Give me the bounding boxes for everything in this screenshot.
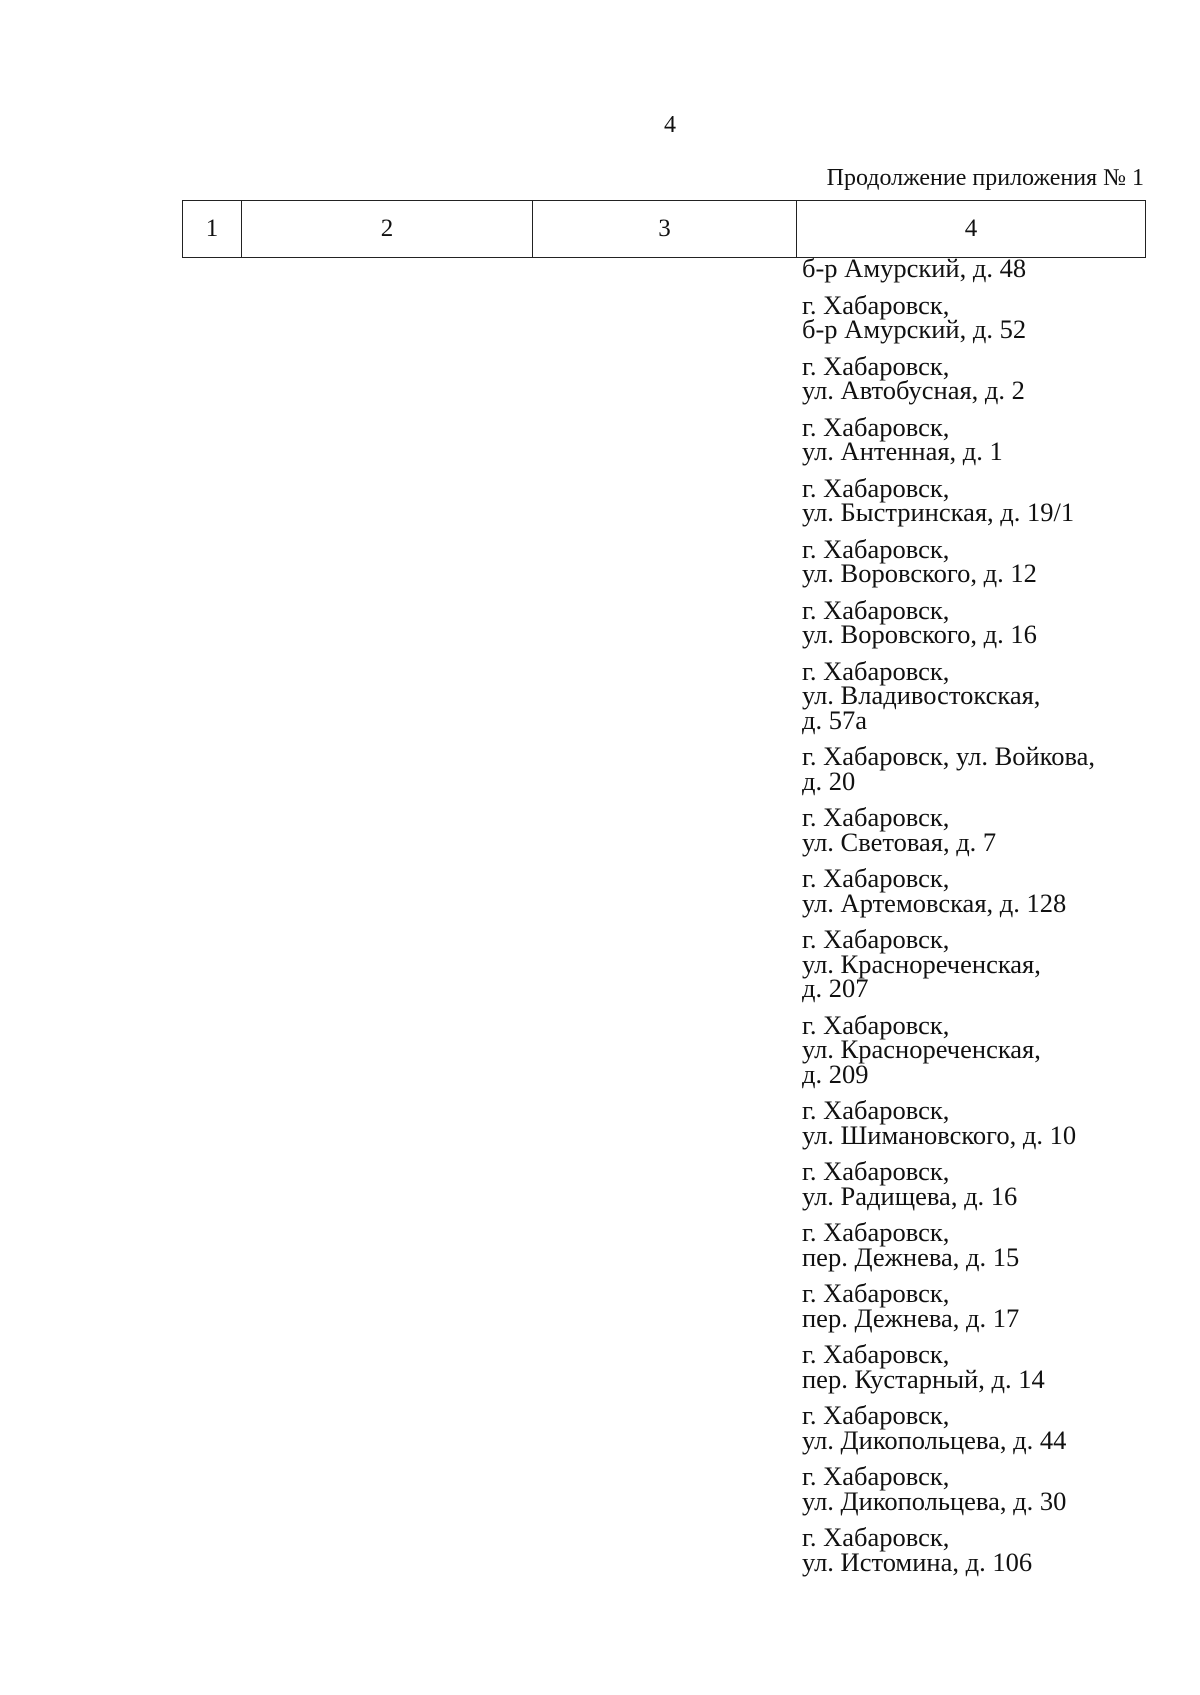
address-line: пер. Кустарный, д. 14 — [802, 1363, 1045, 1394]
address-item — [802, 1095, 1142, 1150]
address-line: ул. Быстринская, д. 19/1 — [802, 497, 1075, 527]
address-item — [802, 533, 1142, 588]
address-line: г. Хабаровск, — [802, 1461, 950, 1491]
address-line: д. 207 — [802, 973, 869, 1003]
address-line: пер. Дежнева, д. 17 — [802, 1302, 1020, 1333]
table-header-col-4: 4 — [964, 215, 978, 242]
address-line: г. Хабаровск, — [802, 1400, 950, 1430]
address-item — [802, 472, 1142, 527]
address-item — [802, 411, 1142, 466]
address-item — [802, 1461, 1142, 1516]
appendix-continuation-label: Продолжение приложения № 1 — [826, 165, 1144, 191]
address-line: д. 20 — [802, 765, 856, 796]
address-line: д. 209 — [802, 1058, 869, 1089]
address-item — [802, 1400, 1142, 1455]
address-line: г. Хабаровск, — [802, 1156, 950, 1186]
address-item — [802, 1009, 1142, 1089]
address-line: г. Хабаровск, — [802, 411, 950, 442]
address-line: ул. Воровского, д. 16 — [802, 619, 1037, 649]
address-line: г. Хабаровск, — [802, 1217, 950, 1247]
address-line: ул. Световая, д. 7 — [802, 826, 997, 857]
address-item — [802, 1339, 1142, 1394]
address-line: г. Хабаровск, — [802, 289, 950, 320]
address-line: г. Хабаровск, — [802, 1009, 950, 1040]
address-item — [802, 863, 1142, 918]
address-line: г. Хабаровск, — [802, 655, 950, 686]
address-item — [802, 655, 1142, 735]
address-line: ул. Дикопольцева, д. 44 — [802, 1424, 1067, 1455]
address-line: г. Хабаровск, — [802, 863, 950, 893]
address-line: г. Хабаровск, — [802, 1095, 950, 1125]
address-line: б-р Амурский, д. 52 — [802, 314, 1027, 344]
address-line: ул. Дикопольцева, д. 30 — [802, 1485, 1067, 1516]
address-line: г. Хабаровск, ул. Войкова, — [802, 741, 1096, 771]
address-line: г. Хабаровск, — [802, 350, 950, 381]
address-line: д. 57а — [802, 704, 867, 735]
address-line: пер. Дежнева, д. 15 — [802, 1241, 1020, 1272]
page-number: 4 — [664, 112, 676, 138]
address-line: ул. Воровского, д. 12 — [802, 558, 1037, 588]
address-item — [802, 924, 1142, 1003]
address-item — [802, 1522, 1142, 1577]
address-item — [802, 1278, 1142, 1333]
address-line: г. Хабаровск, — [802, 594, 950, 625]
address-item — [802, 350, 1142, 405]
address-line: ул. Краснореченская, — [802, 1034, 1041, 1064]
address-line: ул. Антенная, д. 1 — [802, 436, 1003, 466]
address-line: г. Хабаровск, — [802, 1339, 950, 1369]
table-header-col-2: 2 — [242, 201, 533, 257]
address-list — [802, 253, 1142, 1586]
address-item — [802, 594, 1142, 649]
address-line: г. Хабаровск, — [802, 802, 950, 832]
address-item — [802, 741, 1142, 796]
address-line: г. Хабаровск, — [802, 1278, 950, 1308]
address-line: ул. Краснореченская, — [802, 948, 1041, 979]
address-line: г. Хабаровск, — [802, 1522, 950, 1552]
address-line: ул. Артемовская, д. 128 — [802, 887, 1067, 918]
table-header-row — [182, 200, 1146, 258]
address-line: г. Хабаровск, — [802, 924, 950, 954]
address-line: г. Хабаровск, — [802, 472, 950, 503]
address-line: б-р Амурский, д. 48 — [802, 253, 1027, 283]
table-header-col-1: 1 — [183, 201, 242, 257]
address-item — [802, 289, 1142, 344]
address-line: ул. Радищева, д. 16 — [802, 1180, 1018, 1211]
address-line: ул. Автобусная, д. 2 — [802, 375, 1025, 405]
table-header-col-3: 3 — [533, 201, 797, 257]
address-line: ул. Владивостокская, — [802, 680, 1041, 710]
address-item — [802, 802, 1142, 857]
address-item — [802, 253, 1142, 283]
address-line: г. Хабаровск, — [802, 533, 950, 564]
address-line: ул. Шимановского, д. 10 — [802, 1119, 1077, 1150]
address-item — [802, 1217, 1142, 1272]
address-item — [802, 1156, 1142, 1211]
address-line: ул. Истомина, д. 106 — [802, 1546, 1033, 1577]
